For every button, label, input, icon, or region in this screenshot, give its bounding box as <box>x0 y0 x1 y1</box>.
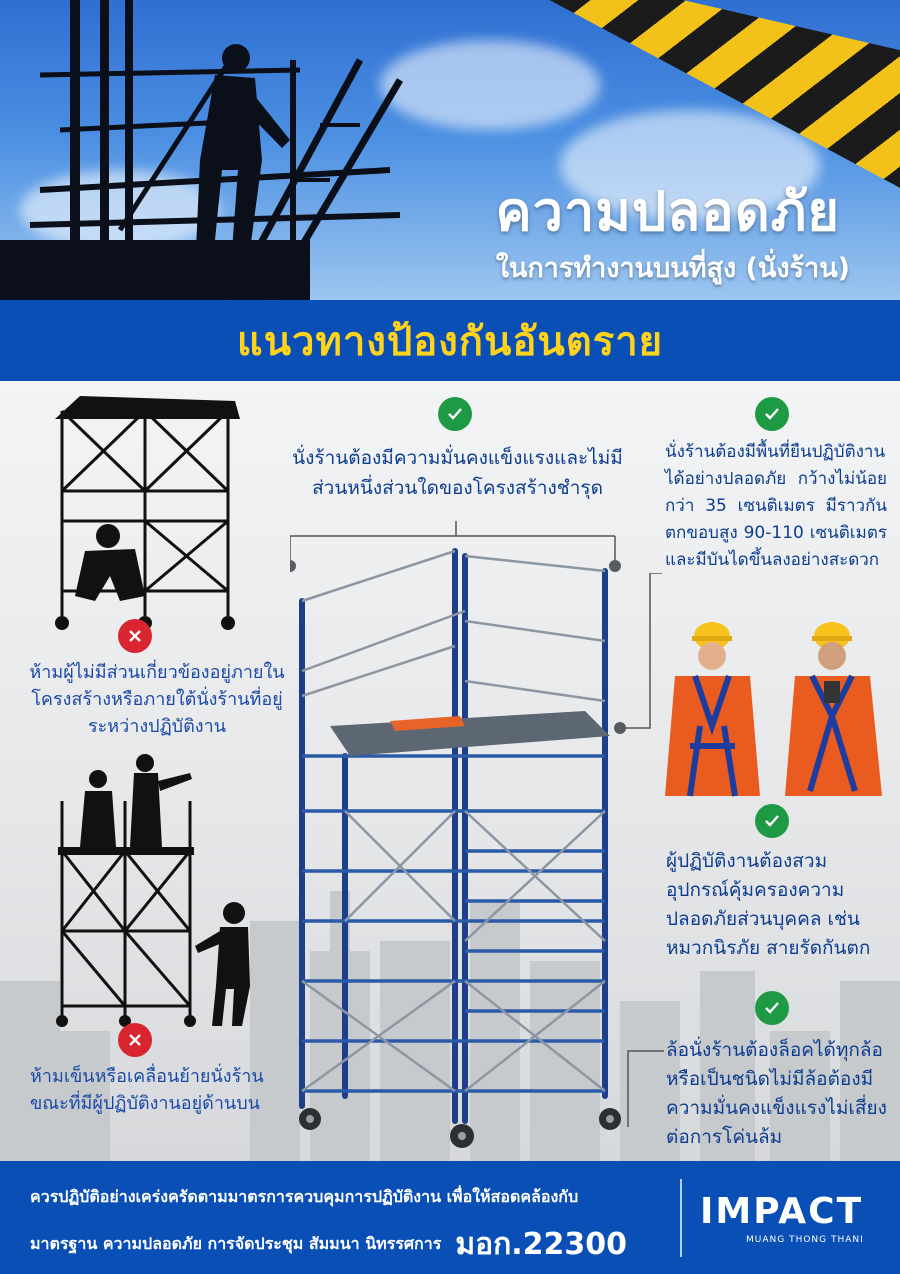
blue-scaffold-illustration <box>290 521 630 1161</box>
check-icon <box>762 998 782 1018</box>
prohibited-badge <box>118 619 152 653</box>
x-icon <box>125 626 145 646</box>
prohibited-badge <box>118 1023 152 1057</box>
hero-subtitle: ในการทำงานบนที่สูง (นั่งร้าน) <box>495 253 850 284</box>
standard-code: มอก.22300 <box>455 1227 628 1262</box>
footer-note-line1: ควรปฏิบัติอย่างเคร่งครัดตามมาตรการควบคุมการปฏิบัติงาน เพื่อให้สอดคล้องกับ <box>30 1187 579 1206</box>
guideline-wheels-text: ล้อนั่งร้านต้องล็อคได้ทุกล้อ หรือเป็นชนิดไม่มีล้อต้องมีความมั่นคงแข็งแรงไม่เสี่ยงต่อการโค่นล้ม <box>666 1039 887 1148</box>
banner-heading: แนวทางป้องกันอันตราย <box>236 318 664 365</box>
footer-note-line2 <box>30 1221 627 1268</box>
approved-badge <box>438 397 472 431</box>
main-content <box>0 381 900 1161</box>
footer-divider <box>680 1179 682 1257</box>
check-icon <box>762 404 782 424</box>
prohibition-moving-text: ห้ามเข็นหรือเคลื่อนย้ายนั่งร้านขณะที่มีผู้ปฏิบัติงานอยู่ด้านบน <box>30 1066 264 1114</box>
guideline-platform-text: นั่งร้านต้องมีพื้นที่ยืนปฏิบัติงานได้อย่างปลอดภัย กว้างไม่น้อยกว่า 35 เซนติเมตร มีราวกันตกขอบสูง 90-110 เซนติเมตร และมีบันไดขึ้นลงอย่างสะดวก <box>665 442 887 570</box>
footer <box>0 1161 900 1274</box>
impact-logo: IMPACT <box>700 1191 864 1232</box>
x-icon <box>125 1030 145 1050</box>
workers-ppe-illustration <box>660 616 890 806</box>
worker-silhouette-illustration <box>0 0 420 300</box>
prohibition-under-scaffold-text: ห้ามผู้ไม่มีส่วนเกี่ยวข้องอยู่ภายในโครงสร้างหรือภายใต้นั่งร้านที่อยู่ระหว่างปฏิบัติงาน <box>29 662 285 737</box>
scaffold-with-person-under-illustration <box>50 391 250 641</box>
impact-logo-subtitle: MUANG THONG THANI <box>746 1235 864 1245</box>
guidelines-banner <box>0 300 900 381</box>
check-icon <box>762 811 782 831</box>
scaffold-being-moved-illustration <box>50 751 290 1031</box>
footer-note-line2-text: มาตรฐาน ความปลอดภัย การจัดประชุม สัมมนา นิทรรศการ <box>30 1234 442 1253</box>
approved-badge <box>755 804 789 838</box>
approved-badge <box>755 991 789 1025</box>
guideline-structure-text: นั่งร้านต้องมีความมั่นคงแข็งแรงและไม่มี ส่วนหนึ่งส่วนใดของโครงสร้างชำรุด <box>292 447 623 499</box>
wheels-callout-line <box>618 1049 668 1139</box>
hero-section <box>0 0 900 300</box>
guideline-ppe-text: ผู้ปฏิบัติงานต้องสวมอุปกรณ์คุ้มครองความปลอดภัยส่วนบุคคล เช่น หมวกนิรภัย สายรัดกันตก <box>666 850 871 959</box>
check-icon <box>445 404 465 424</box>
approved-badge <box>755 397 789 431</box>
hero-title: ความปลอดภัย <box>495 180 840 243</box>
